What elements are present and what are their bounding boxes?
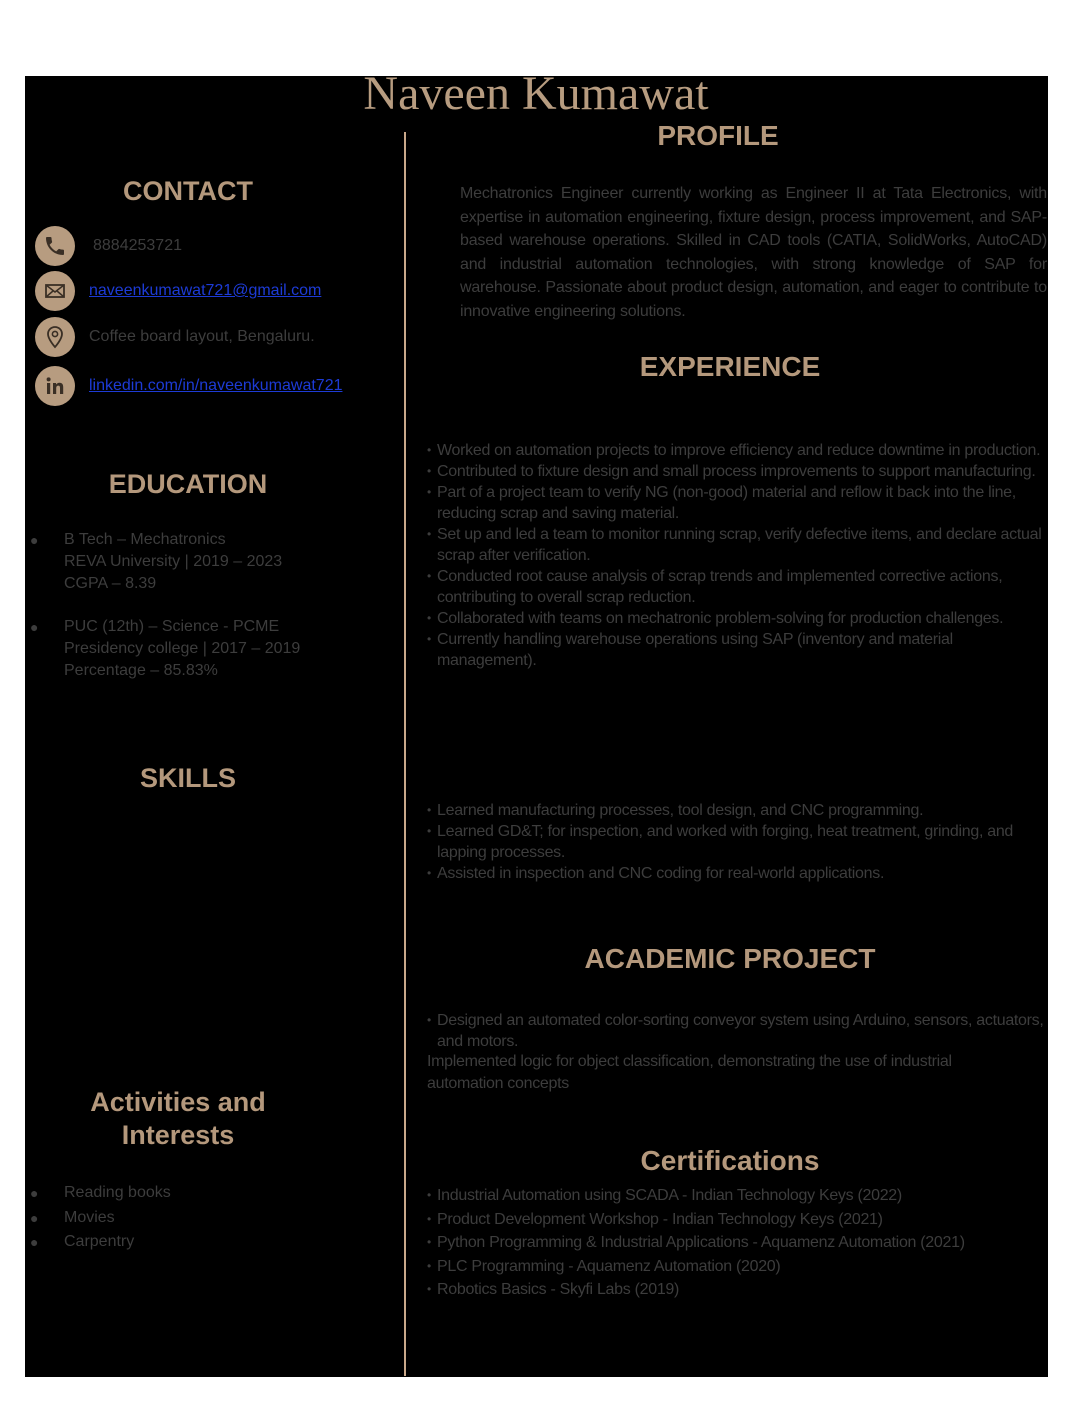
- phone-icon: [35, 226, 75, 266]
- experience-list: [427, 440, 1047, 671]
- location-icon: [35, 317, 75, 357]
- list-item: • Worked on automation projects to improve efficiency and reduce downtime in production.: [427, 440, 1047, 461]
- profile-summary: Mechatronics Engineer currently working as Engineer II at Tata Electronics, with expertise in automation engineering, fixture design, process improvement, and SAP-based warehouse operations. Skilled in CAD tools (CATIA, SolidWorks, AutoCAD) and industrial automation technologies, with strong knowledge of SAP for warehouse. Passionate about product design, automation, and eager to contribute to innovative engineering solutions.: [460, 185, 1047, 320]
- certifications-list: [427, 1184, 1047, 1302]
- linkedin-link[interactable]: linkedin.com/in/naveenkumawat721: [89, 377, 343, 394]
- academic-project-text: Implemented logic for object classification, demonstrating the use of industrial automation concepts: [427, 1053, 952, 1092]
- academic-project-heading: ACADEMIC PROJECT: [584, 943, 876, 974]
- score: CGPA – 8.39: [64, 575, 157, 592]
- contact-phone: [35, 226, 182, 266]
- activities-heading: Activities and Interests: [90, 1087, 266, 1150]
- contact-address: [35, 317, 315, 357]
- bullet-icon: ●: [30, 1185, 39, 1201]
- list-item: • PLC Programming - Aquamenz Automation (2020): [427, 1255, 1047, 1279]
- list-item: • Industrial Automation using SCADA - Indian Technology Keys (2022): [427, 1184, 1047, 1208]
- bullet-icon: ●: [30, 1234, 39, 1250]
- certifications-heading: Certifications: [640, 1145, 820, 1176]
- profile-heading: PROFILE: [657, 120, 779, 151]
- list-item: • Collaborated with teams on mechatronic problem-solving for production challenges.: [427, 608, 1047, 629]
- linkedin-icon: [35, 366, 75, 406]
- skills-heading: SKILLS: [139, 763, 236, 793]
- experience-list-2: [427, 800, 1047, 884]
- list-item: • Robotics Basics - Skyfi Labs (2019): [427, 1278, 1047, 1302]
- contact-linkedin: [35, 366, 342, 406]
- bullet-icon: ●: [30, 619, 39, 635]
- experience-heading: EXPERIENCE: [639, 351, 821, 382]
- mail-icon: [35, 271, 75, 311]
- institution: Presidency college | 2017 – 2019: [64, 640, 301, 657]
- list-item: • Assisted in inspection and CNC coding for real-world applications.: [427, 863, 1047, 884]
- list-item: • Python Programming & Industrial Applications - Aquamenz Automation (2021): [427, 1231, 1047, 1255]
- contact-email: [35, 271, 321, 311]
- degree: B Tech – Mechatronics: [64, 531, 226, 548]
- list-item: • Learned manufacturing processes, tool design, and CNC programming.: [427, 800, 1047, 821]
- column-divider: [404, 132, 406, 1376]
- bullet-icon: ●: [30, 532, 39, 548]
- list-item: • Part of a project team to verify NG (non-good) material and reflow it back into the line, reducing scrap and saving material.: [427, 482, 1047, 524]
- education-heading: EDUCATION: [108, 469, 268, 499]
- contact-heading: CONTACT: [123, 176, 253, 206]
- list-item: • Contributed to fixture design and small process improvements to support manufacturing.: [427, 461, 1047, 482]
- list-item: • Conducted root cause analysis of scrap trends and implemented corrective actions, contributing to overall scrap reduction.: [427, 566, 1047, 608]
- address-text: Coffee board layout, Bengaluru.: [89, 328, 315, 345]
- email-link[interactable]: naveenkumawat721@gmail.com: [89, 282, 322, 299]
- list-item: • Learned GD&T; for inspection, and worked with forging, heat treatment, grinding, and lapping processes.: [427, 821, 1047, 863]
- bullet-icon: ●: [30, 1210, 39, 1226]
- institution: REVA University | 2019 – 2023: [64, 553, 283, 570]
- academic-project-list: [427, 1010, 1047, 1052]
- list-item: • Designed an automated color-sorting conveyor system using Arduino, sensors, actuators, and motors.: [427, 1010, 1047, 1052]
- degree: PUC (12th) – Science - PCME: [64, 618, 280, 635]
- list-item: • Set up and led a team to monitor running scrap, verify defective items, and declare actual scrap after verification.: [427, 524, 1047, 566]
- phone-number: 8884253721: [93, 237, 182, 254]
- list-item: • Currently handling warehouse operations using SAP (inventory and material management).: [427, 629, 1047, 671]
- candidate-name: Naveen Kumawat: [363, 67, 709, 120]
- score: Percentage – 85.83%: [64, 662, 218, 679]
- list-item: • Product Development Workshop - Indian Technology Keys (2021): [427, 1208, 1047, 1232]
